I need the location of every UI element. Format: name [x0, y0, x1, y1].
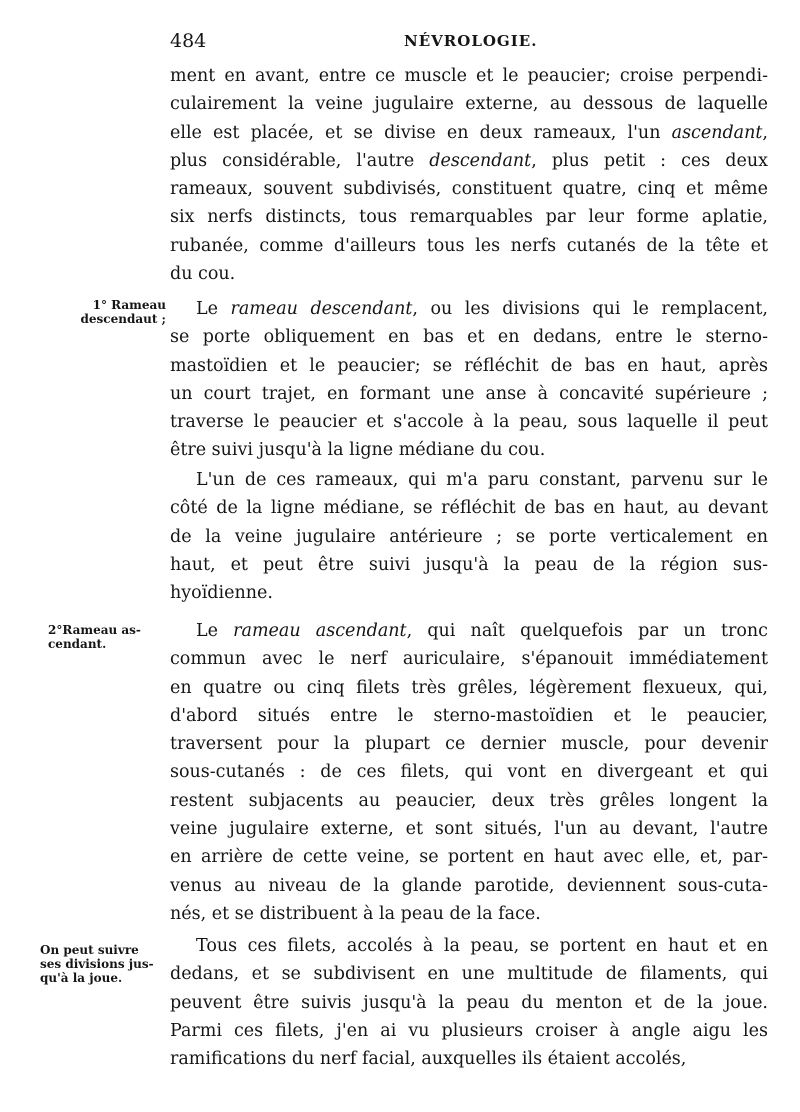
margin-note-suivre-divisions: [40, 943, 158, 985]
text-line: côté de la ligne médiane, se réfléchit de bas en haut, au devant: [170, 498, 768, 519]
paragraph-continuation: [170, 62, 768, 288]
paragraph-rameau-descendant: [170, 295, 768, 465]
page-header: [170, 30, 770, 56]
text-line: un court trajet, en formant une anse à concavité supérieure ;: [170, 383, 768, 404]
text-line: rameaux, souvent subdivisés, constituent quatre, cinq et même: [170, 179, 768, 200]
margin-note-line: ses divisions jus-: [40, 957, 154, 971]
text-line: du cou.: [170, 264, 236, 285]
text-line: restent subjacents au peaucier, deux très grêles longent la: [170, 790, 768, 811]
text-line: en arrière de cette veine, se portent en haut avec elle, et, par-: [170, 847, 768, 868]
margin-note-line: descendaut ;: [80, 312, 166, 326]
text-line: mastoïdien et le peaucier; se réfléchit de bas en haut, après: [170, 355, 768, 376]
text-line: rubanée, comme d'ailleurs tous les nerfs cutanés de la tête et: [170, 235, 768, 256]
text-line: elle est placée, et se divise en deux rameaux, l'un ascendant,: [170, 122, 768, 143]
text-line: d'abord situés entre le sterno-mastoïdien et le peaucier,: [170, 705, 768, 726]
text-line: haut, et peut être suivi jusqu'à la peau de la région sus-: [170, 554, 768, 575]
italic-term: ascendant: [671, 122, 763, 143]
text-line: sous-cutanés : de ces filets, qui vont en divergeant et qui: [170, 762, 768, 783]
text-line: nés, et se distribuent à la peau de la face.: [170, 903, 541, 924]
text-line: Le rameau descendant, ou les divisions qui le remplacent,: [196, 299, 768, 319]
text-line: de la veine jugulaire antérieure ; se porte verticalement en: [170, 526, 768, 547]
text-line: hyoïdienne.: [170, 583, 273, 604]
text-line: culairement la veine jugulaire externe, au dessous de laquelle: [170, 94, 768, 115]
text-line: traversent pour la plupart ce dernier muscle, pour devenir: [170, 734, 768, 755]
margin-note-line: 1° Rameau: [92, 298, 166, 312]
italic-term: rameau ascendant: [233, 621, 407, 641]
text-line: plus considérable, l'autre descendant, plus petit : ces deux: [170, 150, 768, 171]
text-line: Tous ces filets, accolés à la peau, se portent en haut et en: [196, 936, 768, 956]
text-line: commun avec le nerf auriculaire, s'épanouit immédiatement: [170, 649, 768, 670]
text-line: Le rameau ascendant, qui naît quelquefois par un tronc: [196, 621, 768, 641]
text-line: être suivi jusqu'à la ligne médiane du cou.: [170, 440, 546, 461]
paragraph-median-branch: [170, 466, 768, 607]
text-line: peuvent être suivis jusqu'à la peau du menton et de la joue.: [170, 992, 768, 1013]
text-line: L'un de ces rameaux, qui m'a paru constant, parvenu sur le: [196, 470, 768, 490]
text-line: ramifications du nerf facial, auxquelles ils étaient accolés,: [170, 1049, 687, 1070]
paragraph-filets: [170, 932, 768, 1073]
text-line: se porte obliquement en bas et en dedans, entre le sterno-: [170, 327, 768, 348]
page-number: 484: [170, 30, 207, 52]
italic-term: descendant: [429, 150, 532, 171]
text-line: veine jugulaire externe, et sont situés, l'un au devant, l'autre: [170, 819, 768, 840]
text-line: en quatre ou cinq filets très grêles, légèrement flexueux, qui,: [170, 677, 768, 698]
italic-term: rameau descendant: [230, 299, 413, 319]
paragraph-rameau-ascendant: [170, 617, 768, 928]
margin-note-rameau-ascendant: [48, 623, 166, 651]
margin-note-rameau-descendant: [48, 298, 166, 326]
margin-note-line: cendant.: [48, 637, 107, 651]
running-head: NÉVROLOGIE.: [404, 32, 538, 50]
text-line: venus au niveau de la glande parotide, deviennent sous-cuta-: [170, 875, 768, 896]
text-line: dedans, et se subdivisent en une multitude de filaments, qui: [170, 964, 768, 985]
margin-note-line: On peut suivre: [40, 943, 139, 957]
margin-note-line: 2°Rameau as-: [48, 623, 141, 637]
text-line: six nerfs distincts, tous remarquables par leur forme aplatie,: [170, 207, 768, 228]
text-line: traverse le peaucier et s'accole à la peau, sous laquelle il peut: [170, 412, 768, 433]
margin-note-line: qu'à la joue.: [40, 971, 123, 985]
text-line: Parmi ces filets, j'en ai vu plusieurs croiser à angle aigu les: [170, 1020, 768, 1041]
text-line: ment en avant, entre ce muscle et le peaucier; croise perpendi-: [170, 66, 768, 86]
